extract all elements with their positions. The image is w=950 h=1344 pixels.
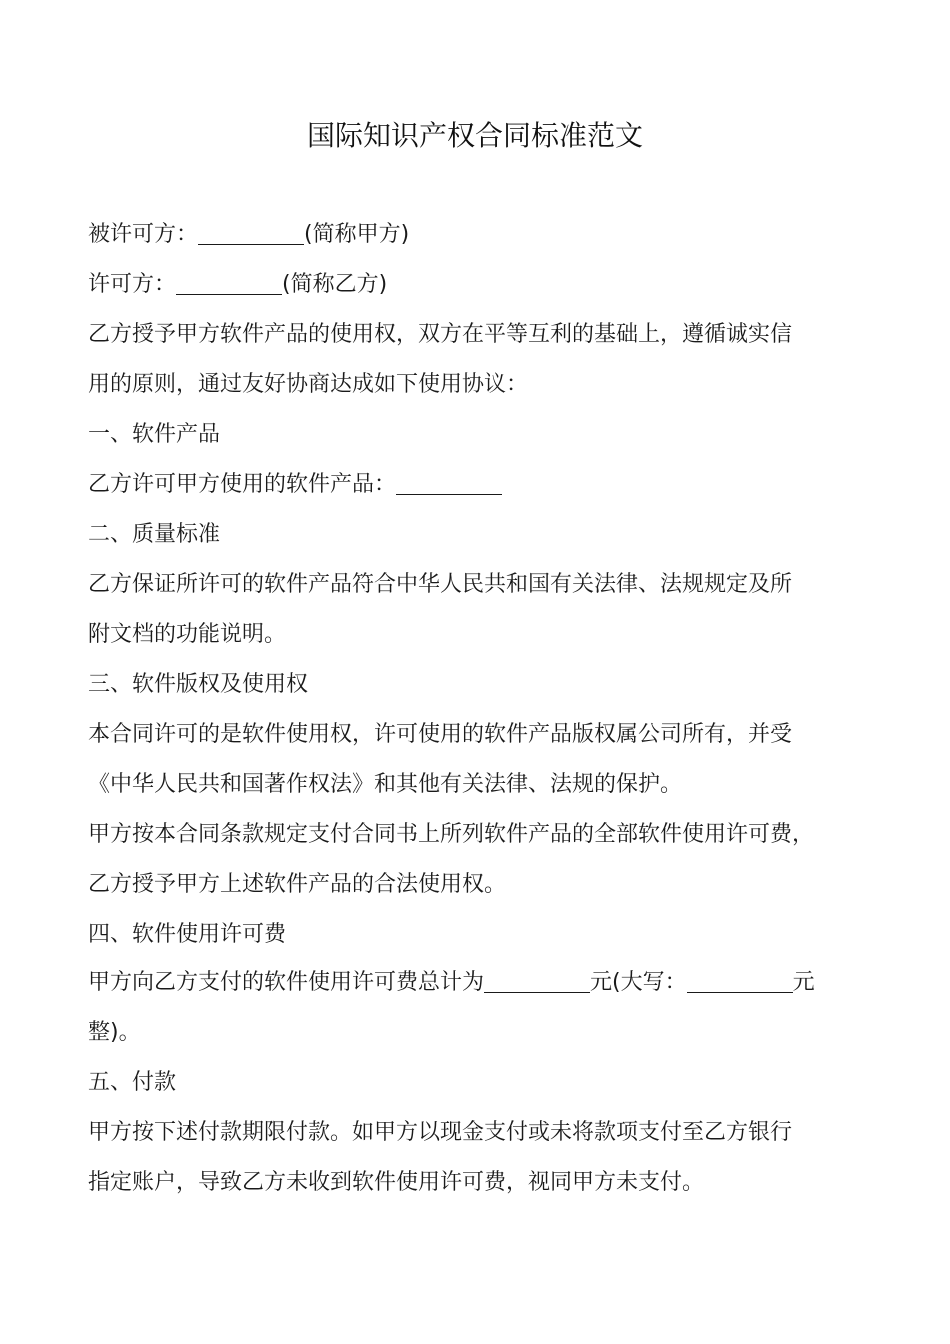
paragraph-line: 附文档的功能说明。 [88,622,287,647]
paragraph-line: 乙方授予甲方上述软件产品的合法使用权。 [88,872,507,897]
licensee-label: 被许可方： [88,222,199,247]
paragraph-line: 甲方按本合同条款规定支付合同书上所列软件产品的全部软件使用许可费， [88,822,815,847]
paragraph-line: 甲方按下述付款期限付款。如甲方以现金支付或未将款项支付至乙方银行 [88,1120,793,1145]
section-heading: 一、软件产品 [88,422,221,447]
licensor-line [88,270,878,300]
software-product-blank [396,472,502,495]
paragraph-line: 整)。 [88,1020,141,1045]
licensor-blank [176,272,282,295]
licensee-line [88,220,878,250]
section-heading: 二、质量标准 [88,522,221,547]
fee-label: 甲方向乙方支付的软件使用许可费总计为 [88,970,485,995]
fee-capital-blank [687,970,793,993]
paragraph-line: 本合同许可的是软件使用权，许可使用的软件产品版权属公司所有，并受 [88,722,793,747]
document-title: 国际知识产权合同标准范文 [306,119,643,152]
section-heading: 四、软件使用许可费 [88,922,287,947]
licensee-suffix: (简称甲方) [304,222,410,247]
fee-line [88,968,878,998]
paragraph-line: 乙方授予甲方软件产品的使用权，双方在平等互利的基础上，遵循诚实信 [88,322,793,347]
fee-end-text: 元 [792,970,815,995]
paragraph-line: 乙方保证所许可的软件产品符合中华人民共和国有关法律、法规规定及所 [88,572,793,597]
section-heading: 五、付款 [88,1070,177,1095]
licensor-label: 许可方： [88,272,177,297]
fee-amount-blank [484,970,590,993]
paragraph-line: 用的原则，通过友好协商达成如下使用协议： [88,372,529,397]
software-product-line [88,470,878,500]
software-product-label: 乙方许可甲方使用的软件产品： [88,472,397,497]
section-heading: 三、软件版权及使用权 [88,672,309,697]
licensee-blank [198,222,304,245]
licensor-suffix: (简称乙方) [282,272,388,297]
fee-middle-text: 元(大写： [590,970,687,995]
paragraph-line: 《中华人民共和国著作权法》和其他有关法律、法规的保护。 [88,772,683,797]
paragraph-line: 指定账户，导致乙方未收到软件使用许可费，视同甲方未支付。 [88,1170,705,1195]
